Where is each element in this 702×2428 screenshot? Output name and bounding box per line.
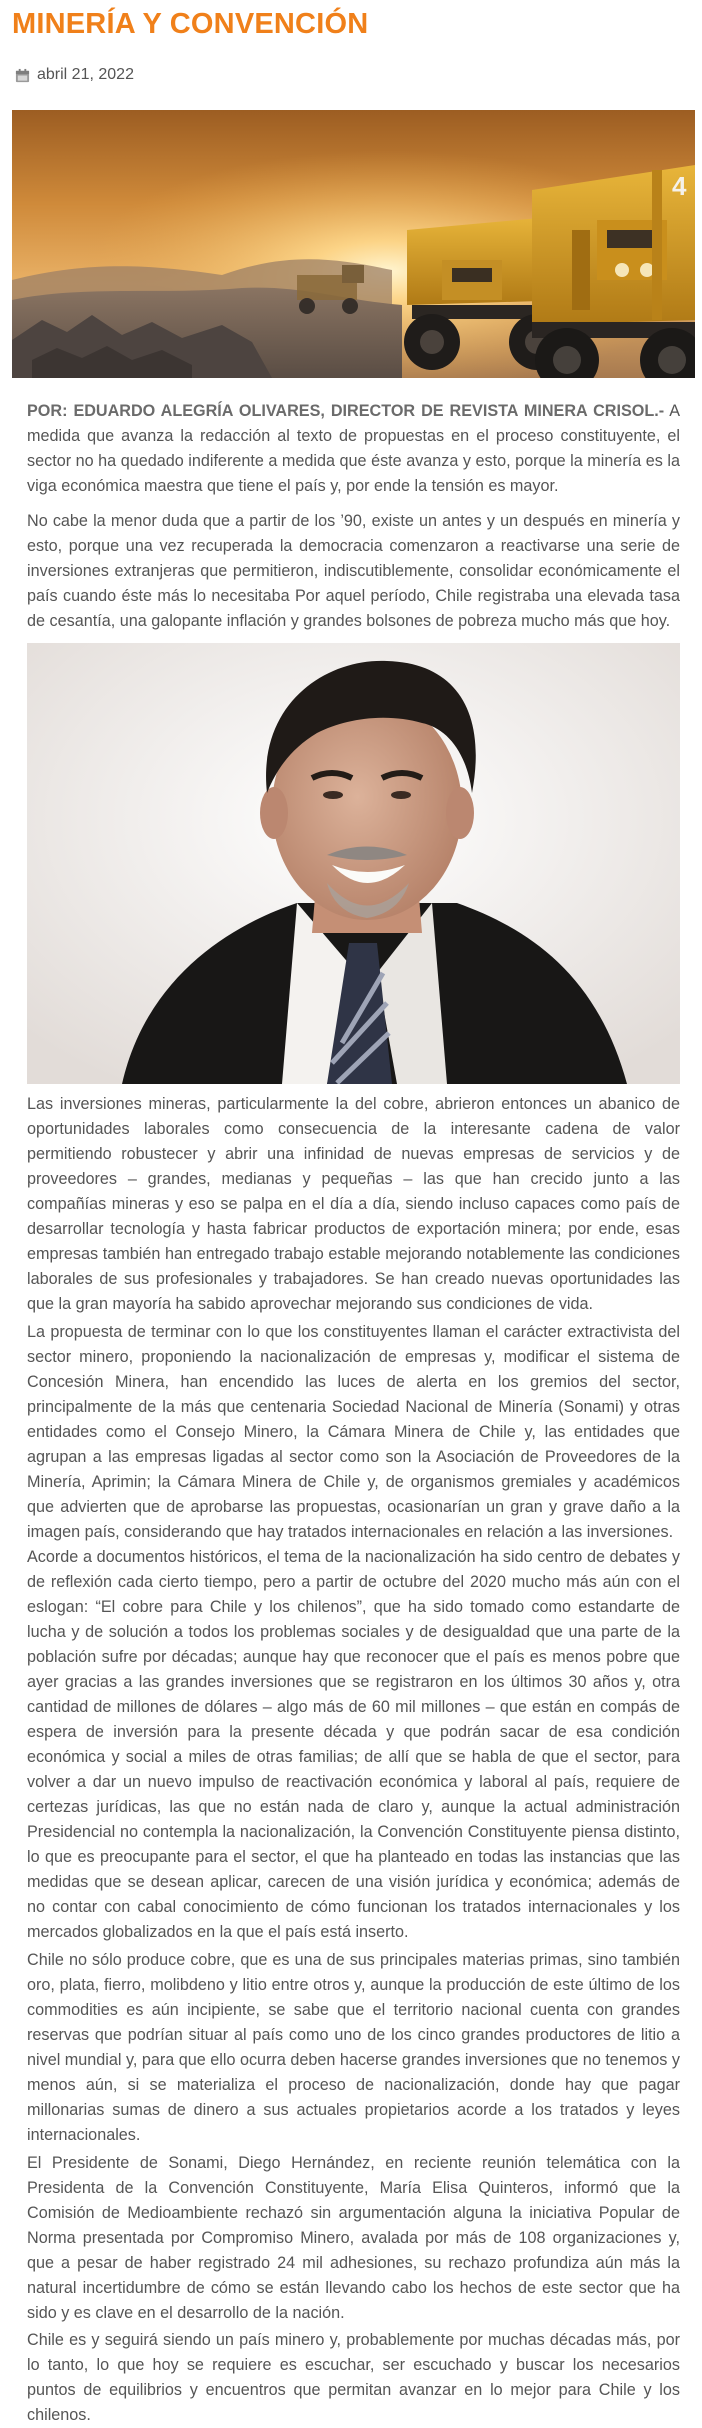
mining-trucks-illustration [12,110,695,378]
byline: POR: EDUARDO ALEGRÍA OLIVARES, DIRECTOR DE REVISTA MINERA CRISOL.- [27,402,665,420]
paragraph: Acorde a documentos históricos, el tema de la nacionalización ha sido centro de debates y de reflexión cada cierto tiempo, pero a partir de octubre del 2020 mucho más aún con el eslogan: “El cobre para Chile y los chilenos”, que ha sido tomado como estandarte de lucha y de solución a todos los problemas sociales y de desigualdad que una parte de la población sufre por décadas; aunque hay que reconocer que el país es menos pobre que ayer gracias a las grandes inversiones que se registraron en los últimos 30 años y, otra cantidad de millones de dólares – algo más de 60 mil millones – que están en compás de espera de inversión para la presente década y que podrán sacar de esa condición económica y social a miles de otras familias; de allí que se habla de que el sector, para volver a dar un nuevo impulso de reactivación económica y laboral al país, requiere de certezas jurídicas, las que no están nada de claro y, aunque la actual administración Presidencial no contempla la nacionalización, la Convención Constituyente piensa distinto, lo que es preocupante para el sector, el que ha planteado en todas las instancias que las medidas que se desean aplicar, carecen de una visión jurídica y económica; además de no contar con cabal conocimiento de cómo funcionan los tratados internacionales y los mercados globalizados en la que el país está inserto. [27,1548,680,1941]
truck-number: 4 [672,171,687,201]
paragraph [27,399,680,499]
paragraph: La propuesta de terminar con lo que los constituyentes llaman el carácter extractivista del sector minero, proponiendo la nacionalización de empresas y, modificar el sistema de Concesión Minera, han encendido las luces de alerta en los gremios del sector, principalmente de la más que centenaria Sociedad Nacional de Minería (Sonami) y otras entidades como el Consejo Minero, la Cámara Minera de Chile y, las entidades que agrupan a las empresas ligadas al sector como son la Asociación de Proveedores de la Minería, Aprimin; la Cámara Minera de Chile y, de organismos gremiales y académicos que advierten que de aprobarse las propuestas, ocasionarían un gran y grave daño a la imagen país, considerando que hay tratados internacionales en relación a las inversiones. [27,1323,680,1541]
author-portrait-illustration [27,643,680,1084]
paragraph: El Presidente de Sonami, Diego Hernández, en reciente reunión telemática con la Presidenta de la Convención Constituyente, María Elisa Quinteros, informó que la Comisión de Medioambiente rechazó sin argumentación alguna la iniciativa Popular de Norma presentada por Compromiso Minero, avalada por más de 108 organizaciones y, que a pesar de haber registrado 24 mil adhesiones, su rechazo profundiza aún más la natural incertidumbre de cómo se están llevando cabo los hechos de este sector que ha sido y es clave en el desarrollo de la nación. [27,2154,680,2322]
paragraph: Chile no sólo produce cobre, que es una de sus principales materias primas, sino también oro, plata, fierro, molibdeno y litio entre otros y, aunque la producción de este último de los commodities es aún incipiente, se sabe que el territorio nacional cuenta con grandes reservas que podrían situar al país como uno de los cinco grandes productores de litio a nivel mundial y, para que ello ocurra deben hacerse grandes inversiones que no tenemos y menos aún, si se materializa el proceso de nacionalización, donde hay que pagar millonarias sumas de dinero a sus actuales propietarios acorde a los tratados y leyes internacionales. [27,1951,680,2144]
calendar-icon [15,68,30,83]
paragraph: No cabe la menor duda que a partir de los ’90, existe un antes y un después en minería y esto, porque una vez recuperada la democracia comenzaron a reactivarse una serie de inversiones extranjeras que permitieron, indiscutiblemente, consolidar económicamente el país cuando éste más lo necesitaba Por aquel período, Chile registraba una elevada tasa de cesantía, una galopante inflación y grandes bolsones de pobreza mucho más que hoy. [27,512,680,630]
article-title: MINERÍA Y CONVENCIÓN [12,8,369,40]
hero-image [12,110,695,378]
post-date-link[interactable]: abril 21, 2022 [37,66,134,83]
paragraph: Chile es y seguirá siendo un país minero y, probablemente por muchas décadas más, por lo tanto, lo que hoy se requiere es escuchar, ser escuchado y buscar los necesarios puntos de equilibrios y encuentros que permitan avanzar en lo mejor para Chile y los chilenos. [27,2331,680,2424]
paragraph-text: A medida que avanza la redacción al texto de propuestas en el proceso constituyente, el sector no ha quedado indiferente a medida que éste avanza y esto, porque la minería es la viga económica maestra que tiene el país y, por ende la tensión es mayor. [27,402,680,495]
post-date [15,65,134,85]
paragraph: Las inversiones mineras, particularmente la del cobre, abrieron entonces un abanico de oportunidades laborales como consecuencia de la interesante cadena de valor permitiendo robustecer y abrir una infinidad de nuevas empresas de servicios y de proveedores – grandes, medianas y pequeñas – las que han crecido junto a las compañías mineras y eso se palpa en el día a día, siendo incluso capaces como país de desarrollar tecnología y hasta fabricar productos de exportación minera; por ende, esas empresas también han entregado trabajo estable mejorando notablemente las condiciones laborales de sus profesionales y trabajadores. Se han creado nuevas oportunidades las que la gran mayoría ha sabido aprovechar mejorando sus condiciones de vida. [27,1095,680,1313]
author-photo [27,643,680,1084]
